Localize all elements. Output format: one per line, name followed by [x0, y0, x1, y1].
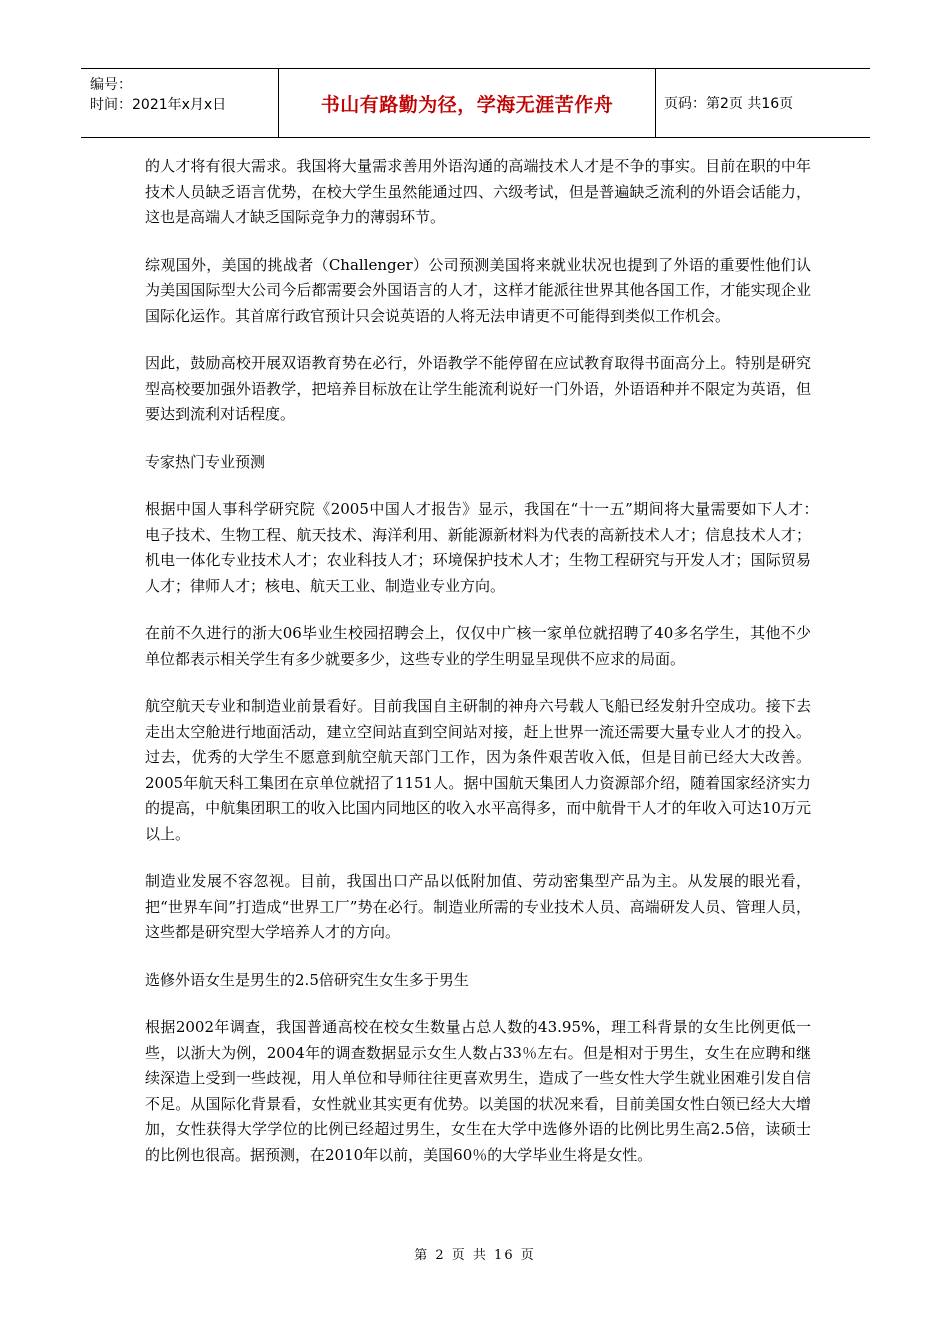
- paragraph: 航空航天专业和制造业前景看好。目前我国自主研制的神舟六号载人飞船已经发射升空成功。接下去走出太空舱进行地面活动，建立空间站直到空间站对接，赶上世界一流还需要大量专业人才的投入。过去，优秀的大学生不愿意到航空航天部门工作，因为条件艰苦收入低，但是目前已经大大改善。2005年航天科工集团在京单位就招了1151人。据中国航天集团人力资源部介绍，随着国家经济实力的提高，中航集团职工的收入比国内同地区的收入水平高得多，而中航骨干人才的年收入可达10万元以上。: [145, 697, 811, 843]
- header-page-info: 页码：第2页 共16页: [664, 96, 794, 112]
- doc-code-label: 编号：: [90, 77, 132, 93]
- page-header: [81, 68, 870, 138]
- paragraph: 综观国外，美国的挑战者（Challenger）公司预测美国将来就业状况也提到了外语的重要性他们认为美国国际型大公司今后都需要会外国语言的人才，这样才能派往世界其他各国工作，才能实现企业国际化运作。其首席行政官预计只会说英语的人将无法申请更不可能得到类似工作机会。: [145, 255, 811, 325]
- paragraph: 制造业发展不容忽视。目前，我国出口产品以低附加值、劳动密集型产品为主。从发展的眼光看，把“世界车间”打造成“世界工厂”势在必行。制造业所需的专业技术人员、高端研发人员、管理人员，这些都是研究型大学培养人才的方向。: [145, 872, 811, 941]
- header-motto: 书山有路勤为径，学海无涯苦作舟: [279, 69, 656, 137]
- section-heading: 选修外语女生是男生的2.5倍研究生女生多于男生: [145, 970, 469, 989]
- paragraph: 根据中国人事科学研究院《2005中国人才报告》显示，我国在“十一五”期间将大量需要如下人才： 电子技术、生物工程、航天技术、海洋利用、新能源新材料为代表的高新技术人才；信息技术人才；机电一体化专业技术人才；农业科技人才；环境保护技术人才；生物工程研究与开发人才；国际贸易人才；律师人才；核电、航天工业、制造业专业方向。: [145, 500, 827, 595]
- paragraph: 因此，鼓励高校开展双语教育势在必行，外语教学不能停留在应试教育取得书面高分上。特别是研究型高校要加强外语教学，把培养目标放在让学生能流利说好一门外语，外语语种并不限定为英语，但要达到流利对话程度。: [145, 354, 811, 423]
- header-meta: [81, 69, 279, 137]
- document-body: [145, 154, 827, 1190]
- page-footer: 第 2 页 共 16 页: [414, 1248, 536, 1263]
- paragraph: 的人才将有很大需求。我国将大量需求善用外语沟通的高端技术人才是不争的事实。目前在职的中年技术人员缺乏语言优势，在校大学生虽然能通过四、六级考试，但是普遍缺乏流利的外语会话能力，这也是高端人才缺乏国际竞争力的薄弱环节。: [145, 157, 811, 226]
- doc-date: 时间：2021年x月x日: [90, 97, 227, 113]
- section-heading: 专家热门专业预测: [145, 452, 266, 471]
- paragraph: 在前不久进行的浙大06毕业生校园招聘会上，仅仅中广核一家单位就招聘了40多名学生，其他不少单位都表示相关学生有多少就要多少，这些专业的学生明显呈现供不应求的局面。: [145, 624, 811, 668]
- paragraph: 根据2002年调查，我国普通高校在校女生数量占总人数的43.95%，理工科背景的女生比例更低一些，以浙大为例，2004年的调查数据显示女生人数占33％左右。但是相对于男生，女生在应聘和继续深造上受到一些歧视，用人单位和导师往往更喜欢男生，造成了一些女性大学生就业困难引发自信不足。从国际化背景看，女性就业其实更有优势。以美国的状况来看，目前美国女性白领已经大大增加，女性获得大学学位的比例已经超过男生，女生在大学中选修外语的比例比男生高2.5倍，读硕士的比例也很高。据预测，在2010年以前，美国60％的大学毕业生将是女性。: [145, 1018, 811, 1164]
